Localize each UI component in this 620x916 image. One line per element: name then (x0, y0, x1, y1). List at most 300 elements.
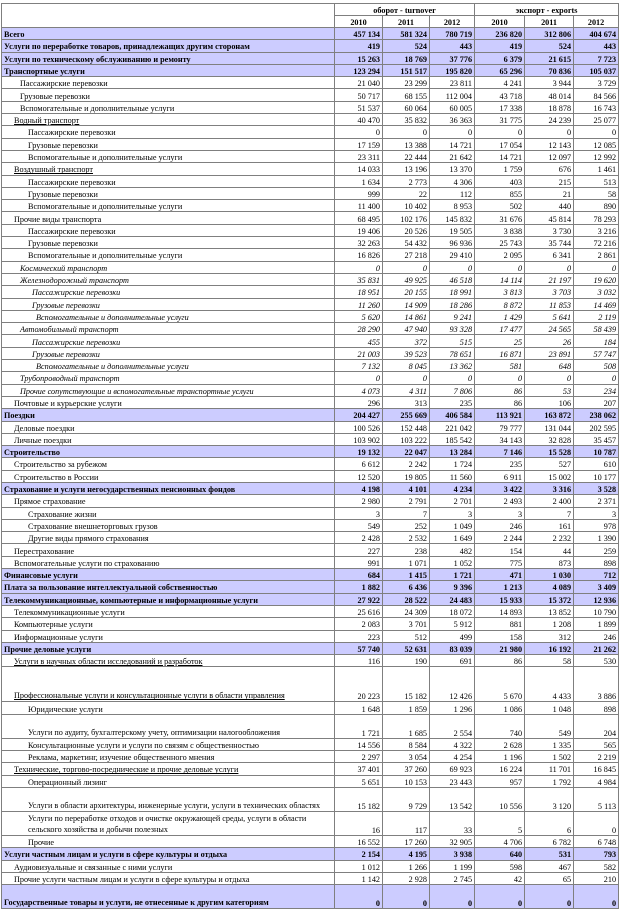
row-label-text: Вспомогательные услуги по страхованию (14, 558, 160, 568)
row-label-text: Транспортные услуги (4, 66, 85, 76)
exports-value-cell: 3 729 (574, 77, 619, 89)
exports-value-cell: 3 032 (574, 286, 619, 298)
row-label (2, 751, 335, 763)
row-label (2, 40, 335, 52)
exports-value-cell: 855 (475, 187, 525, 199)
turnover-value-cell: 15 263 (335, 52, 383, 64)
row-label (2, 556, 335, 568)
turnover-value-cell: 0 (335, 261, 383, 273)
exports-value-cell: 2 232 (525, 532, 574, 544)
exports-value-cell: 16 871 (475, 347, 525, 359)
exports-value-cell: 581 (475, 360, 525, 372)
turnover-value-cell: 4 101 (383, 482, 430, 494)
table-row (2, 261, 619, 273)
turnover-value-cell: 116 (335, 655, 383, 667)
turnover-value-cell: 15 182 (383, 667, 430, 702)
turnover-value-cell: 3 (335, 507, 383, 519)
exports-value-cell: 21 197 (525, 273, 574, 285)
table-row (2, 28, 619, 40)
turnover-value-cell: 16 826 (335, 249, 383, 261)
row-label (2, 593, 335, 605)
exports-value-cell: 7 146 (475, 446, 525, 458)
turnover-value-cell: 221 042 (430, 421, 475, 433)
row-label-text: Прочие услуги частным лицам и услуги в сфере культуры и отдыха (14, 874, 250, 884)
exports-value-cell: 16 845 (574, 763, 619, 775)
exports-value-cell: 163 872 (525, 409, 574, 421)
exports-value-cell: 24 565 (525, 323, 574, 335)
exports-value-cell: 471 (475, 569, 525, 581)
exports-value-cell: 79 777 (475, 421, 525, 433)
row-label (2, 642, 335, 654)
table-row (2, 470, 619, 482)
row-label-text: Грузовые перевозки (32, 300, 100, 310)
exports-value-cell: 2 095 (475, 249, 525, 261)
turnover-value-cell: 3 938 (430, 848, 475, 860)
table-row (2, 787, 619, 811)
turnover-value-cell: 10 153 (383, 775, 430, 787)
table-row (2, 224, 619, 236)
exports-value-cell: 3 703 (525, 286, 574, 298)
turnover-value-cell: 28 290 (335, 323, 383, 335)
row-label-text: Компьютерные услуги (14, 620, 93, 630)
turnover-value-cell: 18 991 (430, 286, 475, 298)
turnover-value-cell: 22 047 (383, 446, 430, 458)
turnover-value-cell: 1 634 (335, 175, 383, 187)
turnover-value-cell: 93 328 (430, 323, 475, 335)
turnover-value-cell: 2 554 (430, 714, 475, 738)
turnover-value-cell: 18 951 (335, 286, 383, 298)
exports-value-cell: 6 782 (525, 835, 574, 847)
row-label-text: Страхование и услуги негосударственных пенсионных фондов (4, 485, 236, 495)
exports-value-cell: 0 (475, 261, 525, 273)
turnover-value-cell: 13 542 (430, 787, 475, 811)
row-label-text: Воздушный транспорт (14, 165, 93, 175)
row-label-text: Профессиональные услуги и консультационные услуги в области управления (14, 691, 285, 701)
row-label (2, 848, 335, 860)
table-row (2, 714, 619, 738)
exports-value-cell: 24 239 (525, 114, 574, 126)
header-blank-cell (2, 16, 335, 28)
row-label (2, 150, 335, 162)
turnover-value-cell: 8 584 (383, 738, 430, 750)
exports-value-cell: 43 718 (475, 89, 525, 101)
row-label (2, 249, 335, 261)
turnover-value-cell: 991 (335, 556, 383, 568)
exports-value-cell: 530 (574, 655, 619, 667)
exports-value-cell: 106 (525, 396, 574, 408)
turnover-value-cell: 1 199 (430, 860, 475, 872)
exports-value-cell: 44 (525, 544, 574, 556)
exports-value-cell: 6 911 (475, 470, 525, 482)
table-row (2, 763, 619, 775)
row-label (2, 655, 335, 667)
turnover-value-cell: 4 195 (383, 848, 430, 860)
row-label-text: Почтовые и курьерские услуги (14, 399, 122, 408)
exports-value-cell: 0 (525, 126, 574, 138)
exports-value-cell: 419 (475, 40, 525, 52)
row-label-text: Прочие деловые услуги (4, 644, 92, 654)
exports-value-cell: 1 429 (475, 310, 525, 322)
exports-value-cell: 3 216 (574, 224, 619, 236)
table-row (2, 885, 619, 909)
exports-value-cell: 0 (475, 126, 525, 138)
exports-value-cell: 15 002 (525, 470, 574, 482)
turnover-value-cell: 406 584 (430, 409, 475, 421)
exports-value-cell: 105 037 (574, 64, 619, 76)
turnover-value-cell: 25 616 (335, 605, 383, 617)
turnover-value-cell: 2 242 (383, 458, 430, 470)
turnover-value-cell: 443 (430, 40, 475, 52)
row-label-text: Операционный лизинг (28, 777, 108, 787)
exports-value-cell: 31 676 (475, 212, 525, 224)
exports-value-cell: 21 980 (475, 642, 525, 654)
exports-value-cell: 35 457 (574, 433, 619, 445)
row-label-text: Вспомогательные и дополнительные услуги (28, 251, 183, 261)
exports-value-cell: 0 (574, 885, 619, 909)
exports-value-cell: 890 (574, 200, 619, 212)
turnover-value-cell: 14 861 (383, 310, 430, 322)
year-header: 2010 (475, 16, 525, 28)
exports-value-cell: 957 (475, 775, 525, 787)
row-label-text: Трубопроводный транспорт (20, 374, 120, 384)
row-label-text: Грузовые перевозки (20, 91, 90, 101)
turnover-value-cell: 21 642 (430, 150, 475, 162)
table-row (2, 848, 619, 860)
turnover-value-cell: 8 045 (383, 360, 430, 372)
exports-value-cell: 72 216 (574, 237, 619, 249)
table-row (2, 298, 619, 310)
turnover-value-cell: 8 953 (430, 200, 475, 212)
row-label-text: Услуги по переработке отходов и очистке окружающей среды, услуги в области сельского хозяйства и добычи полезных (28, 813, 307, 834)
exports-value-cell: 58 (525, 655, 574, 667)
exports-value-cell: 16 224 (475, 763, 525, 775)
exports-value-cell: 4 984 (574, 775, 619, 787)
turnover-value-cell: 20 155 (383, 286, 430, 298)
row-label (2, 77, 335, 89)
turnover-value-cell: 1 296 (430, 702, 475, 714)
exports-value-cell: 11 701 (525, 763, 574, 775)
exports-value-cell: 35 744 (525, 237, 574, 249)
turnover-value-cell: 10 402 (383, 200, 430, 212)
turnover-value-cell: 1 859 (383, 702, 430, 714)
exports-value-cell: 10 787 (574, 446, 619, 458)
exports-value-cell: 3 422 (475, 482, 525, 494)
row-label (2, 372, 335, 384)
exports-value-cell: 21 615 (525, 52, 574, 64)
row-label (2, 212, 335, 224)
exports-value-cell: 48 014 (525, 89, 574, 101)
exports-value-cell: 1 792 (525, 775, 574, 787)
turnover-value-cell: 4 198 (335, 482, 383, 494)
turnover-value-cell: 5 651 (335, 775, 383, 787)
row-label-text: Строительство в России (14, 472, 99, 482)
turnover-value-cell: 1 415 (383, 569, 430, 581)
exports-value-cell: 202 595 (574, 421, 619, 433)
exports-value-cell: 10 556 (475, 787, 525, 811)
exports-value-cell: 65 296 (475, 64, 525, 76)
row-label (2, 605, 335, 617)
turnover-value-cell: 19 805 (383, 470, 430, 482)
turnover-value-cell: 37 260 (383, 763, 430, 775)
exports-value-cell: 3 730 (525, 224, 574, 236)
turnover-value-cell: 2 980 (335, 495, 383, 507)
turnover-value-cell: 3 (430, 507, 475, 519)
exports-value-cell: 235 (475, 458, 525, 470)
exports-value-cell: 0 (525, 261, 574, 273)
turnover-value-cell: 372 (383, 335, 430, 347)
table-row (2, 775, 619, 787)
row-label (2, 310, 335, 322)
exports-value-cell: 1 208 (525, 618, 574, 630)
table-row (2, 323, 619, 335)
exports-value-cell: 4 241 (475, 77, 525, 89)
exports-value-cell: 2 244 (475, 532, 525, 544)
row-label (2, 114, 335, 126)
turnover-value-cell: 499 (430, 630, 475, 642)
turnover-value-cell: 7 132 (335, 360, 383, 372)
turnover-value-cell: 17 159 (335, 138, 383, 150)
exports-value-cell: 204 (574, 714, 619, 738)
table-row (2, 101, 619, 113)
turnover-value-cell: 4 234 (430, 482, 475, 494)
exports-value-cell: 14 721 (475, 150, 525, 162)
turnover-value-cell: 0 (335, 885, 383, 909)
exports-value-cell: 873 (525, 556, 574, 568)
turnover-value-cell: 37 401 (335, 763, 383, 775)
turnover-value-cell: 235 (430, 396, 475, 408)
exports-value-cell: 610 (574, 458, 619, 470)
turnover-value-cell: 14 033 (335, 163, 383, 175)
turnover-value-cell: 5 620 (335, 310, 383, 322)
exports-value-cell: 5 (475, 811, 525, 835)
row-label (2, 470, 335, 482)
exports-value-cell: 6 379 (475, 52, 525, 64)
table-row (2, 175, 619, 187)
table-row (2, 273, 619, 285)
row-label-text: Грузовые перевозки (28, 140, 98, 150)
turnover-value-cell: 20 223 (335, 667, 383, 702)
year-header: 2012 (430, 16, 475, 28)
turnover-value-cell: 152 448 (383, 421, 430, 433)
turnover-value-cell: 1 012 (335, 860, 383, 872)
row-label (2, 775, 335, 787)
exports-value-cell: 14 114 (475, 273, 525, 285)
table-row (2, 667, 619, 702)
exports-value-cell: 32 828 (525, 433, 574, 445)
turnover-value-cell: 17 260 (383, 835, 430, 847)
row-label-text: Строительство за рубежом (14, 460, 107, 470)
turnover-value-cell: 2 791 (383, 495, 430, 507)
exports-value-cell: 598 (475, 860, 525, 872)
header-row-years (2, 16, 619, 28)
exports-value-cell: 0 (574, 372, 619, 384)
turnover-value-cell: 1 649 (430, 532, 475, 544)
year-header: 2011 (383, 16, 430, 28)
exports-value-cell: 740 (475, 714, 525, 738)
turnover-value-cell: 9 396 (430, 581, 475, 593)
exports-value-cell: 531 (525, 848, 574, 860)
exports-value-cell: 238 062 (574, 409, 619, 421)
exports-value-cell: 7 (525, 507, 574, 519)
row-label (2, 872, 335, 884)
exports-value-cell: 2 119 (574, 310, 619, 322)
exports-value-cell: 2 861 (574, 249, 619, 261)
services-table-container (1, 3, 619, 909)
row-label-text: Услуги частным лицам и услуги в сфере культуры и отдыха (4, 850, 228, 860)
year-header: 2010 (335, 16, 383, 28)
turnover-value-cell: 419 (335, 40, 383, 52)
exports-value-cell: 113 921 (475, 409, 525, 421)
row-label-text: Технические, торгово-посреднические и прочие деловые услуги (14, 765, 239, 775)
exports-value-cell: 712 (574, 569, 619, 581)
exports-value-cell: 234 (574, 384, 619, 396)
row-label-text: Вспомогательные и дополнительные услуги (28, 202, 183, 212)
exports-value-cell: 58 439 (574, 323, 619, 335)
row-label (2, 384, 335, 396)
row-label-text: Перестрахование (14, 546, 75, 556)
turnover-value-cell: 1 721 (335, 714, 383, 738)
turnover-value-cell: 0 (430, 372, 475, 384)
turnover-value-cell: 52 631 (383, 642, 430, 654)
row-label (2, 618, 335, 630)
row-label (2, 52, 335, 64)
turnover-value-cell: 1 721 (430, 569, 475, 581)
table-row (2, 335, 619, 347)
exports-value-cell: 582 (574, 860, 619, 872)
table-row (2, 872, 619, 884)
exports-value-cell: 26 (525, 335, 574, 347)
turnover-value-cell: 32 905 (430, 835, 475, 847)
exports-value-cell: 45 814 (525, 212, 574, 224)
exports-value-cell: 13 852 (525, 605, 574, 617)
turnover-value-cell: 2 428 (335, 532, 383, 544)
turnover-value-cell: 6 612 (335, 458, 383, 470)
turnover-value-cell: 19 505 (430, 224, 475, 236)
row-label (2, 569, 335, 581)
exports-value-cell: 640 (475, 848, 525, 860)
exports-value-cell: 17 338 (475, 101, 525, 113)
exports-value-cell: 1 030 (525, 569, 574, 581)
table-row (2, 532, 619, 544)
exports-value-cell: 312 806 (525, 28, 574, 40)
exports-value-cell: 3 (574, 507, 619, 519)
exports-value-cell: 898 (574, 702, 619, 714)
turnover-value-cell: 3 701 (383, 618, 430, 630)
turnover-value-cell: 195 820 (430, 64, 475, 76)
row-label-text: Услуги по переработке товаров, принадлежащих другим сторонам (4, 42, 250, 52)
table-row (2, 138, 619, 150)
turnover-value-cell: 7 (383, 507, 430, 519)
row-label (2, 347, 335, 359)
turnover-value-cell: 0 (335, 126, 383, 138)
exports-value-cell: 1 213 (475, 581, 525, 593)
table-row (2, 396, 619, 408)
exports-value-cell: 246 (574, 630, 619, 642)
exports-value-cell: 15 528 (525, 446, 574, 458)
exports-value-cell: 0 (525, 372, 574, 384)
row-label-text: Другие виды прямого страхования (28, 534, 149, 544)
exports-value-cell: 467 (525, 860, 574, 872)
exports-value-cell: 4 706 (475, 835, 525, 847)
table-row (2, 593, 619, 605)
exports-value-cell: 21 262 (574, 642, 619, 654)
exports-value-cell: 78 293 (574, 212, 619, 224)
row-label (2, 200, 335, 212)
turnover-value-cell: 96 936 (430, 237, 475, 249)
turnover-value-cell: 103 902 (335, 433, 383, 445)
turnover-value-cell: 33 (430, 811, 475, 835)
table-row (2, 187, 619, 199)
turnover-value-cell: 684 (335, 569, 383, 581)
row-label (2, 446, 335, 458)
turnover-value-cell: 27 218 (383, 249, 430, 261)
exports-value-cell: 793 (574, 848, 619, 860)
exports-value-cell: 2 493 (475, 495, 525, 507)
turnover-value-cell: 13 196 (383, 163, 430, 175)
table-row (2, 556, 619, 568)
turnover-value-cell: 14 556 (335, 738, 383, 750)
exports-value-cell: 6 341 (525, 249, 574, 261)
turnover-value-cell: 14 909 (383, 298, 430, 310)
row-label-text: Страхование внешнеторговых грузов (28, 521, 158, 531)
exports-value-cell: 2 219 (574, 751, 619, 763)
exports-value-cell: 524 (525, 40, 574, 52)
row-label-text: Автомобильный транспорт (20, 325, 119, 335)
turnover-value-cell: 1 071 (383, 556, 430, 568)
turnover-value-cell: 296 (335, 396, 383, 408)
turnover-value-cell: 252 (383, 519, 430, 531)
exports-value-cell: 215 (525, 175, 574, 187)
turnover-value-cell: 0 (430, 126, 475, 138)
turnover-value-cell: 227 (335, 544, 383, 556)
exports-value-cell: 15 372 (525, 593, 574, 605)
turnover-value-cell: 50 717 (335, 89, 383, 101)
turnover-value-cell: 24 309 (383, 605, 430, 617)
row-label (2, 532, 335, 544)
row-label-text: Железнодорожный транспорт (20, 276, 129, 286)
row-label (2, 763, 335, 775)
exports-value-cell: 86 (475, 396, 525, 408)
exports-value-cell: 207 (574, 396, 619, 408)
turnover-value-cell: 5 912 (430, 618, 475, 630)
row-label-text: Аудиовизуальные и связанные с ними услуги (14, 862, 173, 872)
turnover-value-cell: 40 470 (335, 114, 383, 126)
turnover-value-cell: 9 241 (430, 310, 475, 322)
row-label-text: Пассажирские перевозки (32, 337, 121, 347)
row-label (2, 738, 335, 750)
turnover-value-cell: 515 (430, 335, 475, 347)
turnover-value-cell: 51 537 (335, 101, 383, 113)
turnover-value-cell: 60 005 (430, 101, 475, 113)
turnover-value-cell: 524 (383, 40, 430, 52)
row-label-text: Прочие сопутствующие и вспомогательные транспортные услуги (20, 386, 254, 396)
exports-value-cell: 3 944 (525, 77, 574, 89)
row-label-text: Вспомогательные и дополнительные услуги (36, 312, 189, 322)
table-row (2, 212, 619, 224)
exports-value-cell: 3 (475, 507, 525, 519)
turnover-value-cell: 13 362 (430, 360, 475, 372)
table-row (2, 860, 619, 872)
exports-value-cell: 6 (525, 811, 574, 835)
turnover-value-cell: 28 522 (383, 593, 430, 605)
table-row (2, 89, 619, 101)
exports-value-cell: 5 641 (525, 310, 574, 322)
exports-value-cell: 2 628 (475, 738, 525, 750)
row-label-text: Телекоммуникационные, компьютерные и информационные услуги (4, 595, 258, 605)
turnover-value-cell: 1 882 (335, 581, 383, 593)
table-row (2, 163, 619, 175)
table-row (2, 310, 619, 322)
